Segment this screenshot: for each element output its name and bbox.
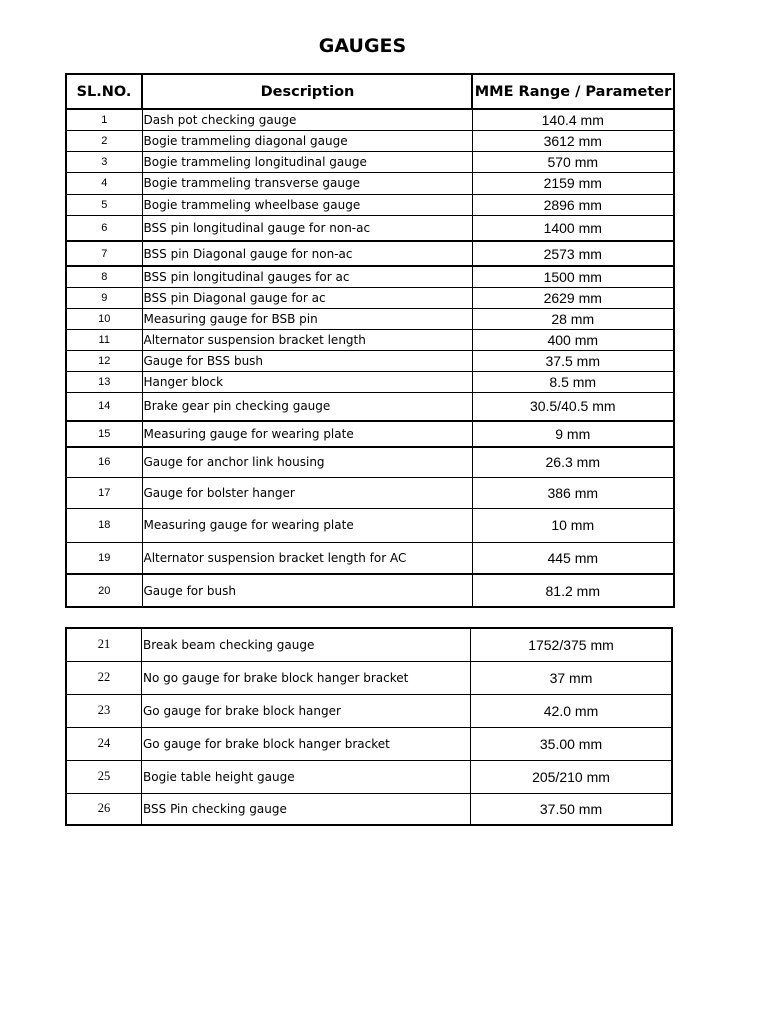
sl-no-cell: 15 [66, 421, 142, 447]
gauges-table-continued [65, 627, 673, 826]
range-cell: 205/210 mm [471, 760, 673, 793]
description-cell: Hanger block [142, 371, 472, 392]
sl-no-cell: 12 [66, 350, 142, 371]
sl-no-cell: 19 [66, 542, 142, 574]
range-cell: 2573 mm [472, 241, 674, 266]
description-cell: Measuring gauge for BSB pin [142, 308, 472, 329]
sl-no-cell: 7 [66, 241, 142, 266]
description-cell: Measuring gauge for wearing plate [142, 421, 472, 447]
table-row [66, 172, 674, 194]
description-cell: Brake gear pin checking gauge [142, 392, 472, 421]
description-cell: BSS pin longitudinal gauge for non-ac [142, 215, 472, 241]
description-cell: Dash pot checking gauge [142, 109, 472, 130]
sl-no-cell: 21 [66, 628, 142, 661]
description-cell: Gauge for anchor link housing [142, 447, 472, 477]
table-row [66, 308, 674, 329]
range-cell: 37.5 mm [472, 350, 674, 371]
sl-no-cell: 10 [66, 308, 142, 329]
sl-no-cell: 25 [66, 760, 142, 793]
sl-no-cell: 17 [66, 477, 142, 508]
table-row [66, 727, 672, 760]
range-cell: 9 mm [472, 421, 674, 447]
range-cell: 1752/375 mm [471, 628, 673, 661]
sl-no-cell: 2 [66, 130, 142, 151]
description-cell: Bogie trammeling diagonal gauge [142, 130, 472, 151]
sl-no-cell: 18 [66, 508, 142, 542]
description-cell: Go gauge for brake block hanger bracket [142, 727, 471, 760]
sl-no-cell: 8 [66, 266, 142, 287]
gauges-table [65, 73, 675, 608]
table-row [66, 661, 672, 694]
description-cell: BSS pin longitudinal gauges for ac [142, 266, 472, 287]
sl-no-cell: 3 [66, 151, 142, 172]
sl-no-cell: 26 [66, 793, 142, 825]
table-row [66, 628, 672, 661]
range-cell: 35.00 mm [471, 727, 673, 760]
description-cell: Alternator suspension bracket length [142, 329, 472, 350]
table-row [66, 151, 674, 172]
range-cell: 2159 mm [472, 172, 674, 194]
range-cell: 3612 mm [472, 130, 674, 151]
page-title: GAUGES [318, 35, 407, 57]
range-cell: 445 mm [472, 542, 674, 574]
description-cell: Bogie trammeling longitudinal gauge [142, 151, 472, 172]
table-row [66, 130, 674, 151]
sl-no-cell: 24 [66, 727, 142, 760]
description-cell: BSS pin Diagonal gauge for non-ac [142, 241, 472, 266]
table-row [66, 574, 674, 607]
table-row [66, 350, 674, 371]
range-cell: 386 mm [472, 477, 674, 508]
sl-no-cell: 6 [66, 215, 142, 241]
description-cell: Bogie trammeling wheelbase gauge [142, 194, 472, 215]
description-header: Description [142, 74, 472, 109]
sl-no-cell: 16 [66, 447, 142, 477]
description-cell: No go gauge for brake block hanger bracket [142, 661, 471, 694]
sl-no-cell: 4 [66, 172, 142, 194]
description-cell: Break beam checking gauge [142, 628, 471, 661]
sl-no-cell: 23 [66, 694, 142, 727]
range-cell: 2896 mm [472, 194, 674, 215]
description-cell: Alternator suspension bracket length for AC [142, 542, 472, 574]
table-row [66, 421, 674, 447]
description-cell: Gauge for bush [142, 574, 472, 607]
range-cell: 42.0 mm [471, 694, 673, 727]
sl-no-cell: 9 [66, 287, 142, 308]
table-row [66, 760, 672, 793]
range-cell: 1500 mm [472, 266, 674, 287]
sl-no-cell: 1 [66, 109, 142, 130]
table-row [66, 542, 674, 574]
range-cell: 8.5 mm [472, 371, 674, 392]
range-cell: 37.50 mm [471, 793, 673, 825]
description-cell: Bogie trammeling transverse gauge [142, 172, 472, 194]
table-row [66, 371, 674, 392]
table-row [66, 109, 674, 130]
table-row [66, 508, 674, 542]
range-cell: 140.4 mm [472, 109, 674, 130]
description-cell: BSS Pin checking gauge [142, 793, 471, 825]
table-header-row [66, 74, 674, 109]
table-row [66, 194, 674, 215]
range-cell: 1400 mm [472, 215, 674, 241]
table-row [66, 793, 672, 825]
table-row [66, 447, 674, 477]
range-cell: 81.2 mm [472, 574, 674, 607]
table-row [66, 215, 674, 241]
description-cell: BSS pin Diagonal gauge for ac [142, 287, 472, 308]
range-cell: 30.5/40.5 mm [472, 392, 674, 421]
description-cell: Measuring gauge for wearing plate [142, 508, 472, 542]
sl-no-cell: 20 [66, 574, 142, 607]
range-cell: 37 mm [471, 661, 673, 694]
sl-no-header: SL.NO. [66, 74, 142, 109]
table-row [66, 287, 674, 308]
sl-no-cell: 11 [66, 329, 142, 350]
sl-no-cell: 22 [66, 661, 142, 694]
table-row [66, 266, 674, 287]
table-row [66, 329, 674, 350]
sl-no-cell: 14 [66, 392, 142, 421]
description-cell: Gauge for BSS bush [142, 350, 472, 371]
table-row [66, 392, 674, 421]
sl-no-cell: 13 [66, 371, 142, 392]
table-row [66, 477, 674, 508]
description-cell: Bogie table height gauge [142, 760, 471, 793]
range-header: MME Range / Parameter [472, 74, 674, 109]
range-cell: 400 mm [472, 329, 674, 350]
table-row [66, 694, 672, 727]
description-cell: Gauge for bolster hanger [142, 477, 472, 508]
range-cell: 570 mm [472, 151, 674, 172]
range-cell: 28 mm [472, 308, 674, 329]
range-cell: 10 mm [472, 508, 674, 542]
table-row [66, 241, 674, 266]
range-cell: 2629 mm [472, 287, 674, 308]
sl-no-cell: 5 [66, 194, 142, 215]
description-cell: Go gauge for brake block hanger [142, 694, 471, 727]
range-cell: 26.3 mm [472, 447, 674, 477]
